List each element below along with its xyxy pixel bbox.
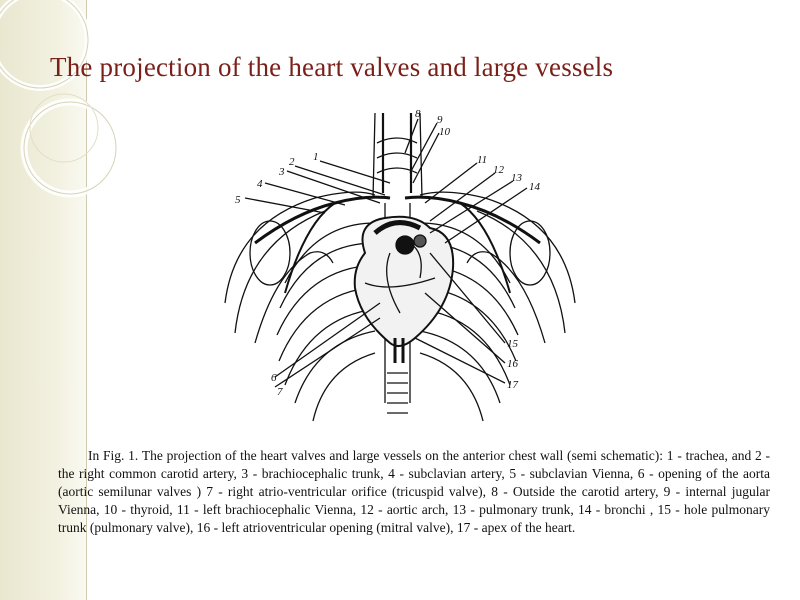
figure-label-1: 1 xyxy=(313,151,319,163)
figure-label-15: 15 xyxy=(507,338,518,350)
heart-vessels-figure xyxy=(215,103,585,433)
figure-label-6: 6 xyxy=(271,372,277,384)
figure-label-9: 9 xyxy=(437,114,443,126)
figure-label-16: 16 xyxy=(507,358,518,370)
figure-label-5: 5 xyxy=(235,194,241,206)
figure-label-7: 7 xyxy=(277,386,283,398)
figure-label-2: 2 xyxy=(289,156,295,168)
figure-label-3: 3 xyxy=(279,166,285,178)
figure-label-4: 4 xyxy=(257,178,263,190)
slide-title: The projection of the heart valves and large vessels xyxy=(50,52,614,82)
figure-caption: In Fig. 1. The projection of the heart valves and large vessels on the anterior chest wall (semi schematic): 1 - trachea, and 2 - the right common carotid artery, 3 - brachiocephalic trunk, 4 - subclavian artery, 5 - subclavian Vienna, 6 - opening of the aorta (aortic semilunar valves ) 7 - right atrio-ventricular orifice (tricuspid valve), 8 - Outside the carotid artery, 9 - internal jugular Vienna, 10 - thyroid, 11 - left brachiocephalic Vienna, 12 - aortic arch, 13 - pulmonary trunk, 14 - bronchi , 15 - hole pulmonary trunk (pulmonary valve), 16 - left atrioventricular opening (mitral valve), 17 - apex of the heart. xyxy=(58,448,770,535)
figure-label-14: 14 xyxy=(529,181,540,193)
figure-label-12: 12 xyxy=(493,164,504,176)
figure-label-17: 17 xyxy=(507,379,518,391)
figure-label-10: 10 xyxy=(439,126,450,138)
figure-label-11: 11 xyxy=(477,154,488,166)
figure-label-13: 13 xyxy=(511,172,522,184)
figure-label-8: 8 xyxy=(415,108,421,120)
decorative-circles xyxy=(0,0,140,240)
